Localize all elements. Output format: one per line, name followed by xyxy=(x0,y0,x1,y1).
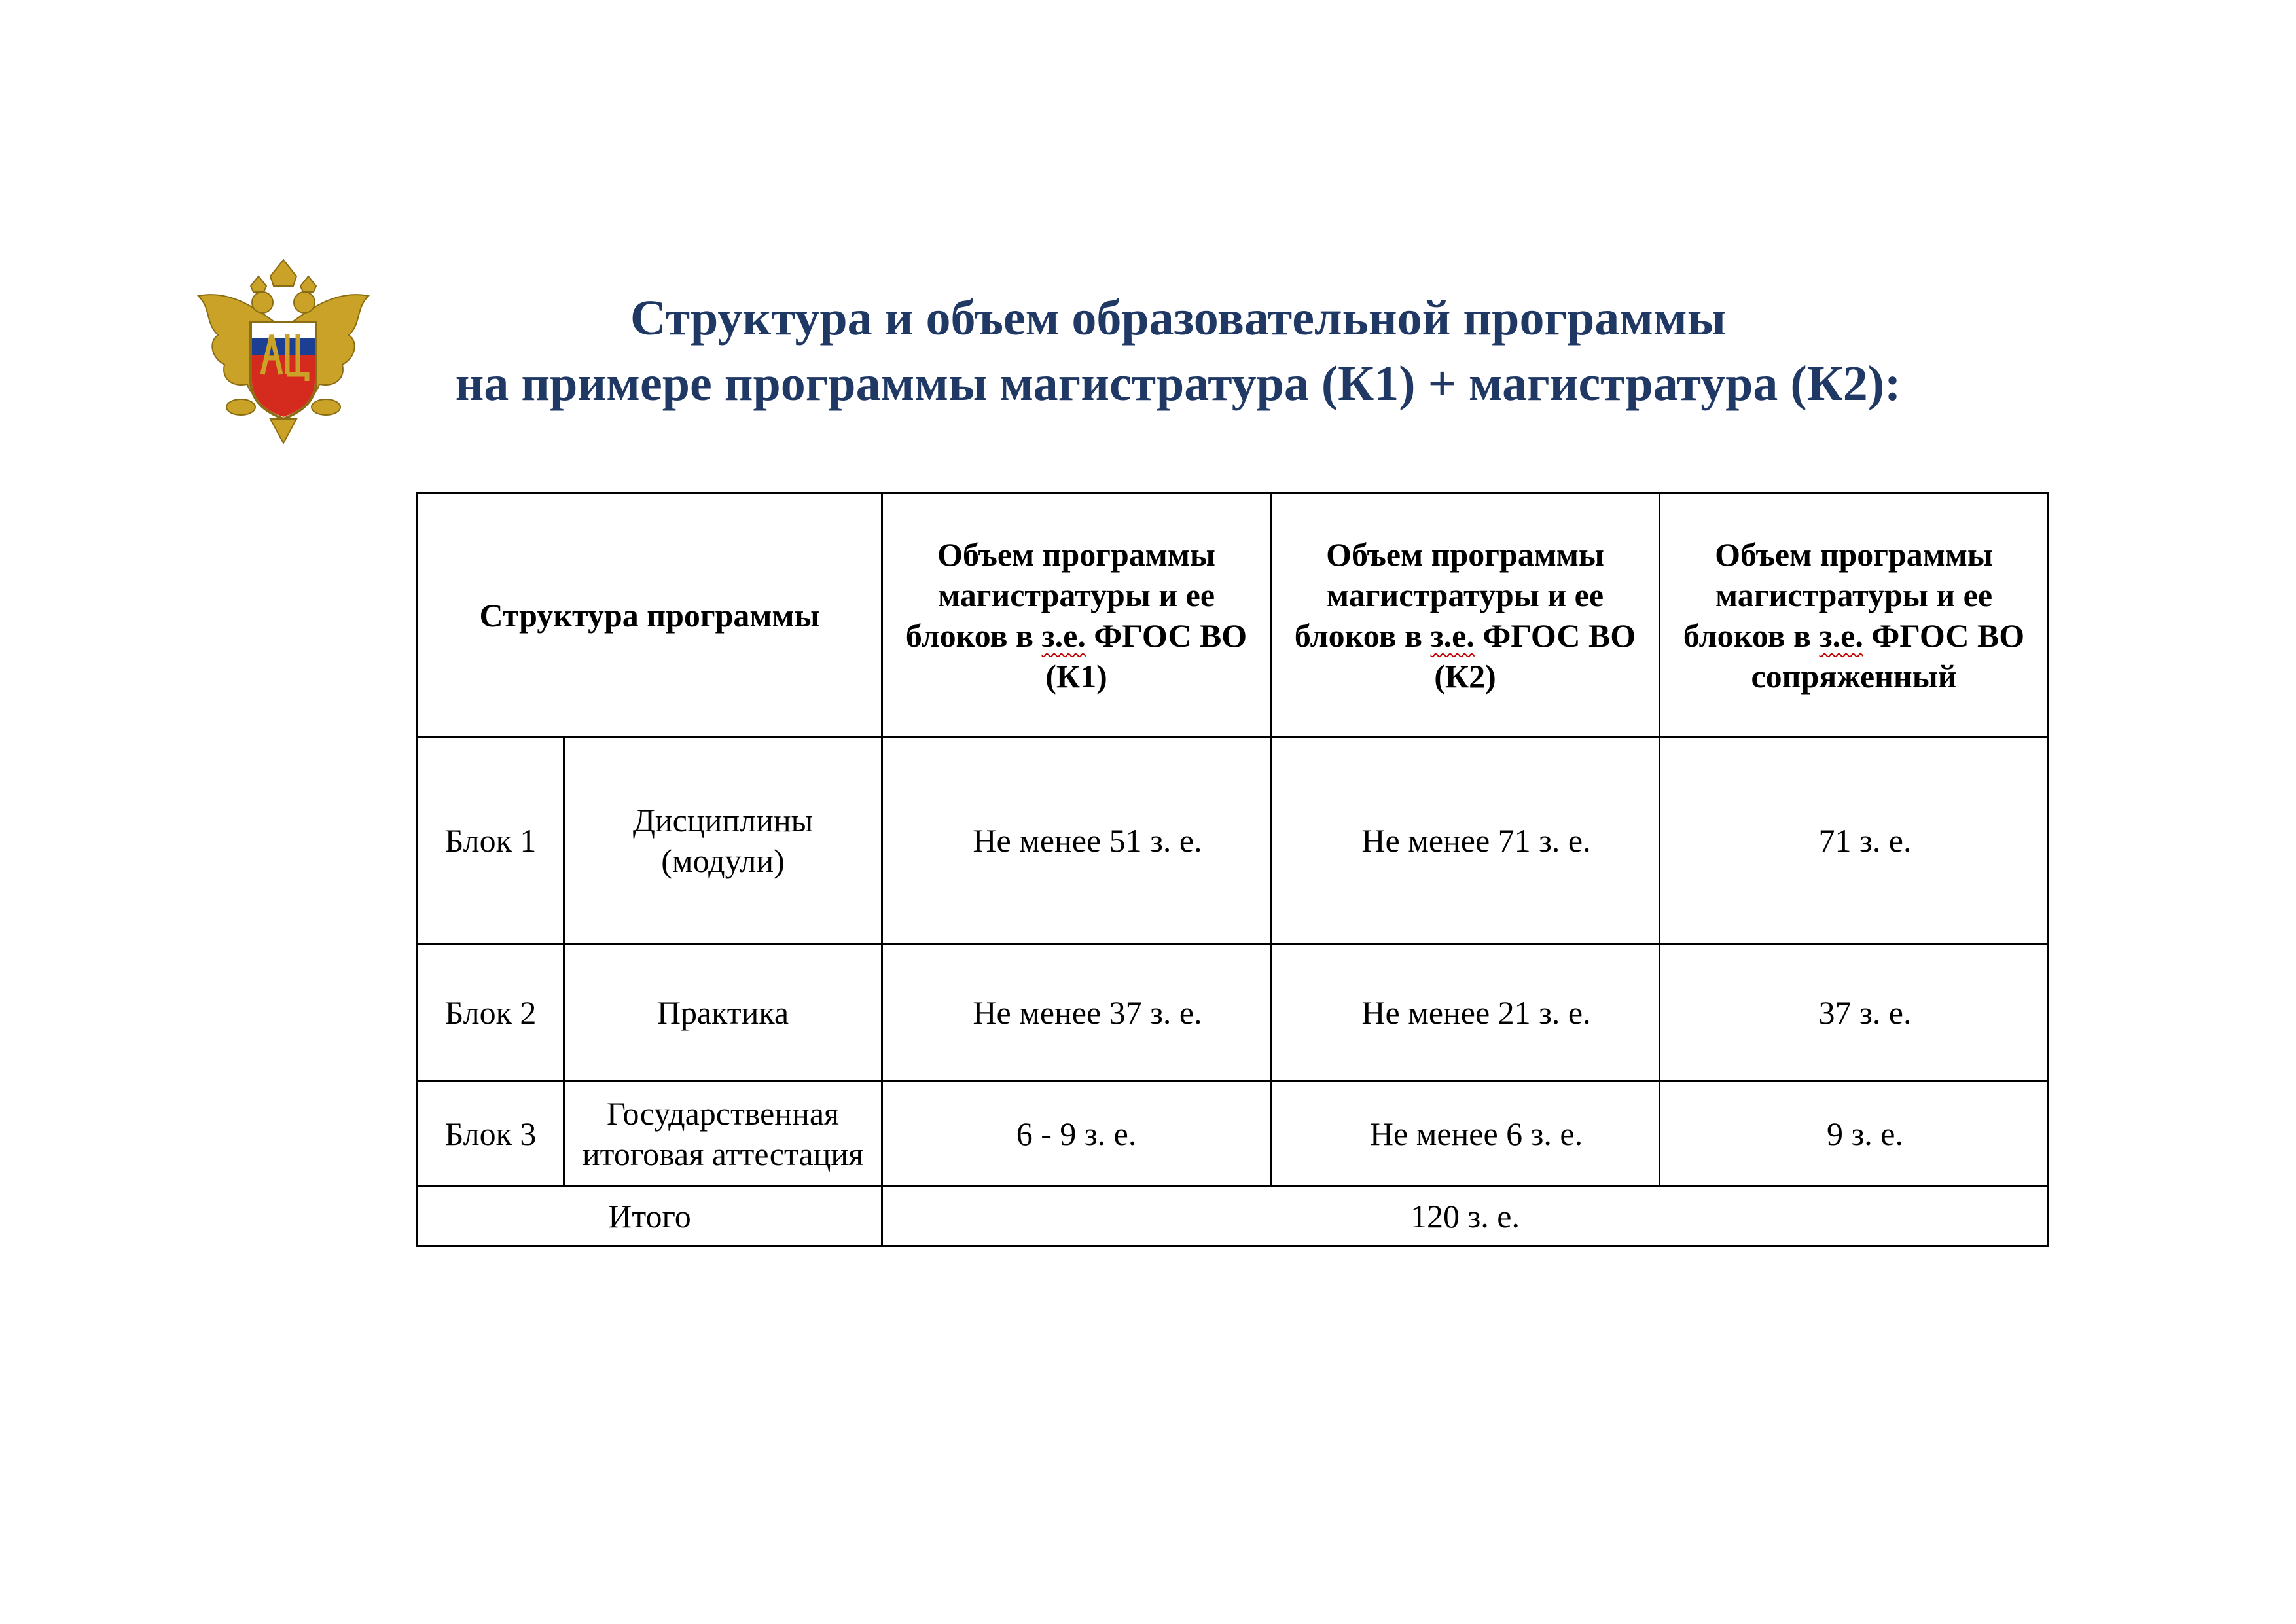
block-name: Дисциплины (модули) xyxy=(564,737,882,944)
value-combined: 9 з. е. xyxy=(1660,1081,2049,1186)
total-label: Итого xyxy=(418,1186,882,1246)
value-k2: Не менее 6 з. е. xyxy=(1271,1081,1660,1186)
title-line-1: Структура и объем образовательной программы xyxy=(630,291,1727,346)
value-k1: 6 - 9 з. е. xyxy=(882,1081,1271,1186)
block-label: Блок 1 xyxy=(418,737,564,944)
block-label: Блок 3 xyxy=(418,1081,564,1186)
value-k1: Не менее 37 з. е. xyxy=(882,944,1271,1081)
ministry-emblem-logo xyxy=(185,250,382,446)
table-row-block-3 xyxy=(418,1081,2049,1186)
title-line-2: на примере программы магистратура (К1) + магистратура (К2): xyxy=(455,356,1901,411)
block-label: Блок 2 xyxy=(418,944,564,1081)
program-structure-table xyxy=(416,492,2049,1247)
header-combined: Объем программы магистратуры и ее блоков в з.е. ФГОС ВО сопряженный xyxy=(1660,494,2049,737)
table-header-row xyxy=(418,494,2049,737)
header-k1: Объем программы магистратуры и ее блоков в з.е. ФГОС ВО (К1) xyxy=(882,494,1271,737)
value-k2: Не менее 71 з. е. xyxy=(1271,737,1660,944)
total-value: 120 з. е. xyxy=(882,1186,2049,1246)
block-name: Практика xyxy=(564,944,882,1081)
value-combined: 71 з. е. xyxy=(1660,737,2049,944)
value-combined: 37 з. е. xyxy=(1660,944,2049,1081)
page-title xyxy=(367,285,1990,416)
value-k1: Не менее 51 з. е. xyxy=(882,737,1271,944)
table-row-total xyxy=(418,1186,2049,1246)
header-k2: Объем программы магистратуры и ее блоков в з.е. ФГОС ВО (К2) xyxy=(1271,494,1660,737)
table-row-block-2 xyxy=(418,944,2049,1081)
header-structure: Структура программы xyxy=(418,494,882,737)
block-name: Государственная итоговая аттестация xyxy=(564,1081,882,1186)
value-k2: Не менее 21 з. е. xyxy=(1271,944,1660,1081)
table-row-block-1 xyxy=(418,737,2049,944)
